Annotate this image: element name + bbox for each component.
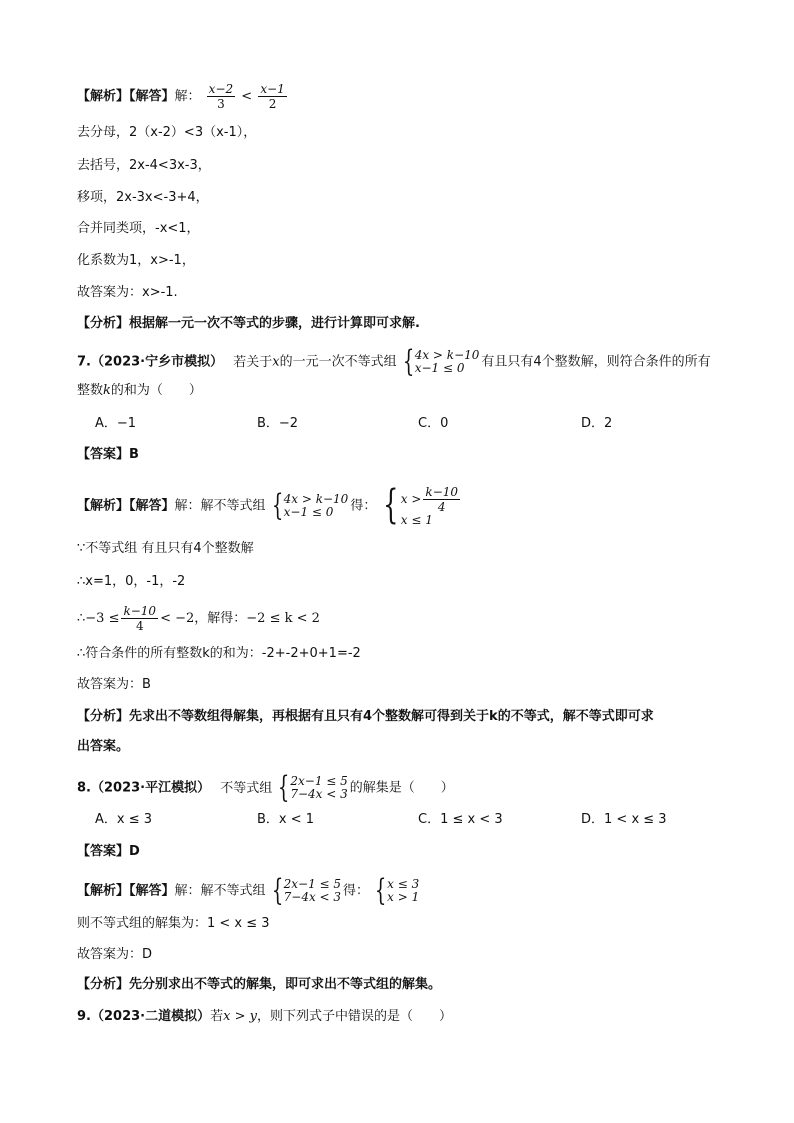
q7-inequality-system: { 4x > k−10 x−1 ≤ 0: [402, 344, 480, 379]
q7-fenxi-line2: 出答案。: [77, 739, 130, 754]
q7-stem-line1: 7.（2023·宁乡市模拟） 若关于x的一元一次不等式组 { 4x > k−10 x−1 ≤ 0 有且只有4个整数解，则符合条件的所有: [77, 344, 711, 379]
q7-stem-line2: 整数k的和为（ ）: [77, 383, 202, 398]
q6-analysis-label: 【解析】【解答】: [77, 89, 175, 104]
q8-answer: 【答案】D: [77, 844, 140, 859]
q6-analysis-line: [77, 82, 289, 111]
q8-solution: 则不等式组的解集为：1 < x ≤ 3: [77, 916, 270, 931]
q8-fenxi: 【分析】先分别求出不等式的解集，即可求出不等式组的解集。: [77, 977, 442, 992]
q6-fraction-a: $\frac{x-2}{3}$: [208, 82, 234, 111]
q7-final: 故答案为：B: [77, 677, 151, 692]
q6-solve-prefix: 解：: [174, 89, 201, 104]
q6-step: 故答案为：x>-1.: [77, 285, 178, 300]
q6-less-than: <: [241, 89, 253, 104]
q7-therefore2: ∴−3 ≤ $\frac{k-10}{4}$ < −2，解得：−2 ≤ k < 2: [77, 604, 320, 633]
q8-option-c: C．1 ≤ x < 3: [418, 812, 503, 827]
q7-therefore1: ∴x=1，0，-1，-2: [77, 574, 186, 589]
q7-option-c: C．0: [418, 416, 449, 431]
q7-analysis-line: 【解析】【解答】解：解不等式组 { 4x > k−10 x−1 ≤ 0 得： { x > $\frac{k-10}{4}$ x ≤ 1: [77, 485, 464, 527]
q7-source: （2023·宁乡市模拟）: [90, 354, 224, 370]
q7-answer: 【答案】B: [77, 447, 139, 462]
q6-step: 合并同类项，-x<1，: [77, 221, 200, 236]
q6-step: 去括号，2x-4<3x-3，: [77, 158, 211, 173]
q7-option-b: B．−2: [257, 416, 299, 431]
q7-therefore3: ∴符合条件的所有整数k的和为：-2+-2+0+1=-2: [77, 646, 361, 661]
q8-analysis-line: 【解析】【解答】解：解不等式组 { 2x−1 ≤ 5 7−4x < 3 得： { x ≤ 3 x > 1: [77, 873, 420, 908]
q6-fraction-b: $\frac{x-1}{2}$: [260, 82, 285, 111]
q7-var-x: x: [272, 354, 280, 370]
q8-option-d: D．1 < x ≤ 3: [581, 812, 667, 827]
q7-result-system: { x > $\frac{k-10}{4}$ x ≤ 1: [383, 482, 459, 528]
q6-fenxi: 【分析】根据解一元一次不等式的步骤，进行计算即可求解.: [77, 316, 420, 331]
q8-stem: 8.（2023·平江模拟） 不等式组 { 2x−1 ≤ 5 7−4x < 3 的解集是（ ）: [77, 770, 454, 805]
q8-inequality-system: { 2x−1 ≤ 5 7−4x < 3: [278, 770, 348, 805]
q9-condition: x > y: [223, 1009, 257, 1024]
q7-number: 7.: [77, 354, 91, 370]
q7-var-k: k: [103, 383, 111, 398]
q8-option-b: B．x < 1: [257, 812, 315, 827]
q6-step: 去分母，2（x-2）<3（x-1），: [77, 125, 257, 140]
q8-final: 故答案为：D: [77, 947, 153, 962]
q7-option-a: A．−1: [95, 416, 137, 431]
q6-step: 化系数为1，x>-1，: [77, 253, 195, 268]
q7-fenxi-line1: 【分析】先求出不等数组得解集，再根据有且只有4个整数解可得到关于k的不等式，解不等式即可求: [77, 709, 654, 724]
q7-because: ∵不等式组 有且只有4个整数解: [77, 541, 254, 556]
q9-stem: 9.（2023·二道模拟）若x > y，则下列式子中错误的是（ ）: [77, 1009, 452, 1024]
q8-result-system: { x ≤ 3 x > 1: [374, 873, 420, 908]
q8-analysis-system: { 2x−1 ≤ 5 7−4x < 3: [271, 873, 342, 908]
q7-analysis-system: { 4x > k−10 x−1 ≤ 0: [271, 488, 349, 523]
q7-option-d: D．2: [581, 416, 613, 431]
q6-step: 移项，2x-3x<-3+4，: [77, 190, 209, 205]
q8-option-a: A．x ≤ 3: [95, 812, 153, 827]
